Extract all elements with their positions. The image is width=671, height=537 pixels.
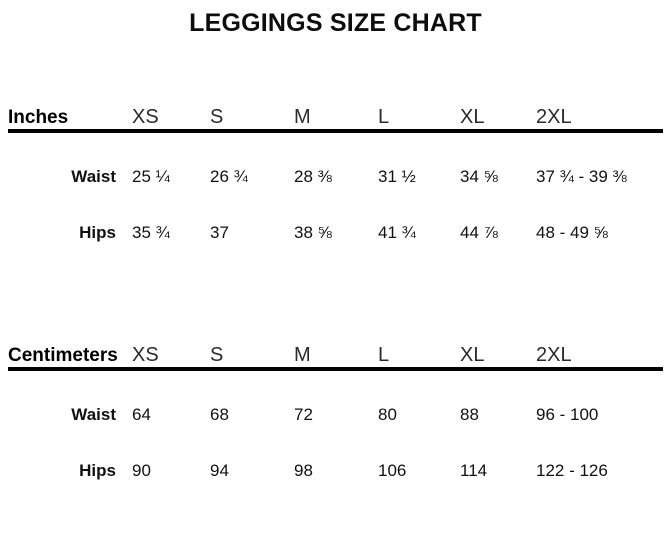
- inches-column-l: L: [378, 106, 390, 128]
- centimeters-table-block: [8, 319, 663, 481]
- centimeters-waist-2xl: 96 - 100: [536, 405, 599, 424]
- inches-waist-xs: 25 ¼: [132, 167, 170, 186]
- centimeters-unit-label: Centimeters: [8, 345, 118, 366]
- inches-hips-l: 41 ¾: [378, 223, 416, 242]
- inches-hips-2xl: 48 - 49 ⅝: [536, 223, 608, 242]
- centimeters-column-s: S: [210, 344, 224, 366]
- centimeters-column-2xl: 2XL: [536, 344, 572, 366]
- inches-size-table: [8, 81, 663, 243]
- centimeters-column-xs: XS: [132, 344, 159, 366]
- inches-waist-xl: 34 ⅝: [460, 167, 498, 186]
- centimeters-hips-l: 106: [378, 461, 407, 480]
- inches-column-xs: XS: [132, 106, 159, 128]
- centimeters-hips-m: 98: [294, 461, 313, 480]
- inches-unit-label: Inches: [8, 107, 69, 128]
- centimeters-column-m: M: [294, 344, 311, 366]
- inches-column-m: M: [294, 106, 311, 128]
- page-title: LEGGINGS SIZE CHART: [189, 9, 482, 37]
- centimeters-waist-xs: 64: [132, 405, 151, 424]
- inches-hips-s: 37: [210, 223, 229, 242]
- centimeters-column-xl: XL: [460, 344, 485, 366]
- centimeters-waist-row: [8, 371, 663, 425]
- inches-hips-xl: 44 ⅞: [460, 223, 498, 242]
- inches-waist-l: 31 ½: [378, 167, 416, 186]
- centimeters-hips-row: [8, 425, 663, 481]
- centimeters-hips-xl: 114: [460, 461, 488, 480]
- centimeters-hips-xs: 90: [132, 461, 151, 480]
- centimeters-waist-label: Waist: [71, 405, 116, 424]
- centimeters-hips-2xl: 122 - 126: [536, 461, 608, 480]
- inches-hips-row: [8, 187, 663, 243]
- inches-waist-row: [8, 133, 663, 187]
- inches-header-row: [8, 81, 663, 129]
- centimeters-hips-label: Hips: [79, 461, 116, 480]
- centimeters-waist-l: 80: [378, 405, 397, 424]
- inches-column-xl: XL: [460, 106, 485, 128]
- size-chart-page: [0, 9, 671, 537]
- centimeters-waist-m: 72: [294, 405, 313, 424]
- inches-waist-m: 28 ⅜: [294, 167, 332, 186]
- inches-column-s: S: [210, 106, 224, 128]
- centimeters-waist-s: 68: [210, 405, 229, 424]
- inches-waist-label: Waist: [71, 167, 116, 186]
- inches-column-2xl: 2XL: [536, 106, 572, 128]
- centimeters-header-row: [8, 319, 663, 367]
- inches-hips-label: Hips: [79, 223, 116, 242]
- inches-waist-s: 26 ¾: [210, 167, 248, 186]
- centimeters-hips-s: 94: [210, 461, 229, 480]
- inches-waist-2xl: 37 ¾ - 39 ⅜: [536, 167, 627, 186]
- centimeters-waist-xl: 88: [460, 405, 479, 424]
- inches-table-block: [8, 81, 663, 243]
- centimeters-size-table: [8, 319, 663, 481]
- inches-hips-m: 38 ⅝: [294, 223, 332, 242]
- inches-hips-xs: 35 ¾: [132, 223, 170, 242]
- centimeters-column-l: L: [378, 344, 390, 366]
